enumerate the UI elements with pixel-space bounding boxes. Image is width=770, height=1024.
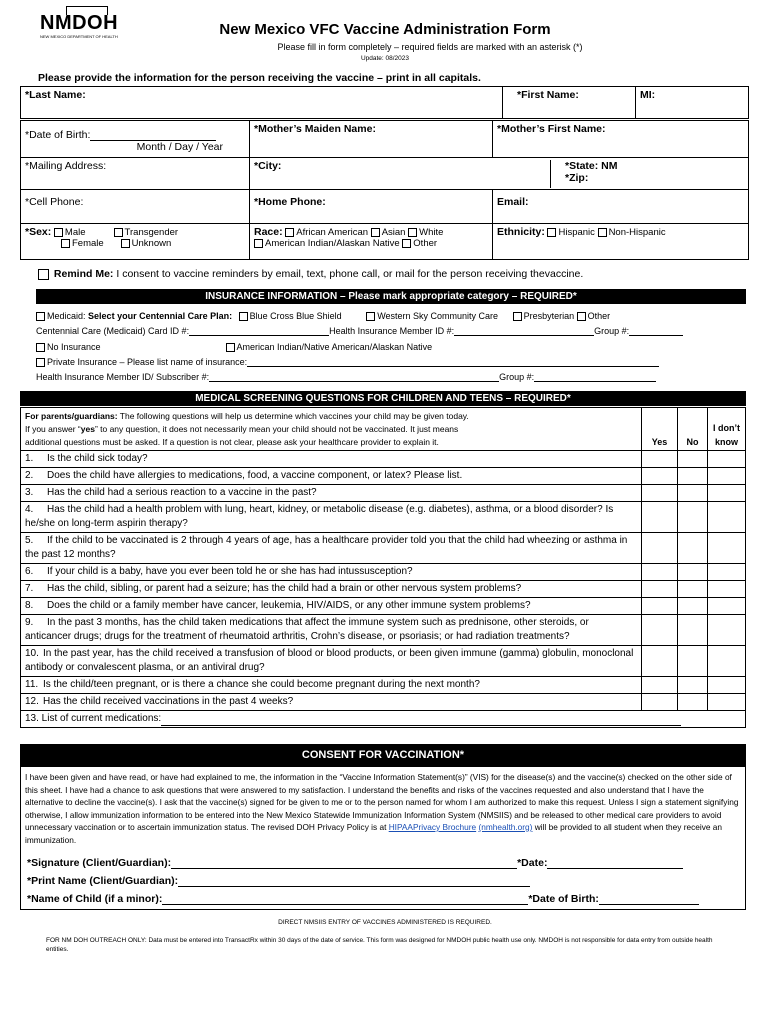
- question-number: 7.: [25, 583, 34, 594]
- sex-field: [21, 224, 250, 260]
- consent-body: I have been given and have read, or have had explained to me, the information in the “Vaccine Information Statement(s)” (VIS) for the disease(s) and the vaccine(s) checked on the other side of this sheet. I have had a chance to ask questions that were answered to my satisfaction. I understand the benefits and risks of the vaccines requested and also understand that I have the alternative to decline the vaccine(s). I ask that the vaccine(s) signed for be given to me or to the person named for whom I am authorized to make this request. Unless I sign a statement signifying otherwise, I allow immunization information to be entered into the New Mexico Statewide Immunization Information System (NMSIIS) and be released to other medical care providers to avoid unnecessary vaccination or to ascertain immunization status. The revised DOH Privacy Policy is at: [25, 772, 739, 832]
- sex-female-label: Female: [72, 238, 104, 249]
- group2-input[interactable]: [534, 381, 656, 382]
- question-number: 9.: [25, 617, 34, 628]
- email-label: Email:: [497, 196, 529, 208]
- consent-body-end: will be provided to all student when they receive an immunization.: [25, 822, 723, 845]
- question-text: In the past 3 months, has the child taken medications that affect the immune system such as prednisone, other steroids, or anticancer drugs; drugs for the treatment of rheumatoid arthritis, Crohn’s disease, or psoriasis; or had radiation treatments?: [25, 617, 589, 642]
- question-text-cell: [21, 485, 642, 502]
- ethnicity-label: Ethnicity:: [497, 226, 545, 238]
- member-id-input[interactable]: [454, 335, 594, 336]
- ethnicity-hispanic-checkbox[interactable]: [547, 228, 556, 237]
- question-number: 6.: [25, 566, 34, 577]
- sex-transgender-checkbox[interactable]: [114, 228, 123, 237]
- mother-maiden-label: *Mother’s Maiden Name:: [254, 123, 376, 135]
- medicaid-label: Medicaid:: [47, 311, 86, 321]
- question-text: Does the child have allergies to medications, food, a vaccine component, or latex? Please list.: [47, 470, 463, 481]
- signature-row: [27, 857, 683, 869]
- private-insurance-checkbox[interactable]: [36, 358, 45, 367]
- question-rows: [21, 451, 746, 711]
- nmhealth-link[interactable]: (nmhealth.org): [478, 822, 533, 832]
- q13-label: 13. List of current medications:: [25, 713, 162, 724]
- state-label: *State: NM: [565, 160, 618, 172]
- question-row: [21, 451, 746, 468]
- state-zip-cell[interactable]: [550, 160, 618, 188]
- question-text: Has the child, sibling, or parent had a seizure; has the child had a brain or other nervous system problems?: [47, 583, 522, 594]
- print-name-label: *Print Name (Client/Guardian):: [27, 875, 179, 887]
- ethnicity-hispanic-label: Hispanic: [558, 227, 595, 238]
- consent-section-header: CONSENT FOR VACCINATION*: [20, 744, 746, 766]
- question-number: 3.: [25, 487, 34, 498]
- answer-idk-cell[interactable]: [707, 694, 745, 711]
- question-text-cell: [21, 502, 642, 533]
- answer-yes-cell[interactable]: [642, 564, 678, 581]
- answer-no-cell[interactable]: [678, 581, 708, 598]
- question-text-cell: [21, 677, 642, 694]
- col-no-header: No: [678, 408, 708, 451]
- medical-intro-yes: yes: [80, 424, 95, 434]
- remind-me-checkbox[interactable]: [38, 269, 49, 280]
- question-text: In the past year, has the child received a transfusion of blood or blood products, or been given immune (gamma) globulin, monoclonal antibody or convalescent plasma, or an antiviral drug?: [25, 648, 634, 673]
- sex-unknown-label: Unknown: [131, 238, 172, 249]
- question-row: [21, 581, 746, 598]
- city-label: *City:: [254, 160, 282, 172]
- col-yes-header: Yes: [642, 408, 678, 451]
- child-name-row: [27, 893, 699, 905]
- answer-yes-cell[interactable]: [642, 581, 678, 598]
- group2-label: Group #:: [499, 372, 535, 382]
- answer-no-cell[interactable]: [678, 533, 708, 564]
- medical-intro-1: The following questions will help us determine which vaccines your child may be given today.: [117, 411, 469, 421]
- medical-intro-2b: ” to any question, it does not necessarily mean your child should not be vaccinated. It just means: [94, 424, 459, 434]
- sex-unknown-checkbox[interactable]: [121, 239, 130, 248]
- medical-questions-table: [20, 407, 746, 728]
- answer-yes-cell[interactable]: [642, 468, 678, 485]
- answer-no-cell[interactable]: [678, 468, 708, 485]
- bcbs-checkbox[interactable]: [239, 312, 248, 321]
- answer-idk-cell[interactable]: [707, 451, 745, 468]
- answer-idk-cell[interactable]: [707, 564, 745, 581]
- question-row: [21, 646, 746, 677]
- medicaid-checkbox[interactable]: [36, 312, 45, 321]
- question-number: 5.: [25, 535, 34, 546]
- native-american-checkbox[interactable]: [226, 343, 235, 352]
- answer-idk-cell[interactable]: [707, 468, 745, 485]
- race-other-checkbox[interactable]: [402, 239, 411, 248]
- child-dob-input[interactable]: [599, 904, 699, 905]
- question-number: 2.: [25, 470, 34, 481]
- question-number: 10.: [25, 648, 39, 659]
- print-name-input[interactable]: [178, 886, 530, 887]
- question-text-cell: [21, 646, 642, 677]
- medical-intro-2a: If you answer “: [25, 424, 81, 434]
- date-input[interactable]: [547, 868, 683, 869]
- medicaid-row: [36, 311, 610, 321]
- answer-idk-cell[interactable]: [707, 598, 745, 615]
- question-number: 1.: [25, 453, 34, 464]
- mailing-address-label: *Mailing Address:: [25, 160, 107, 172]
- question-number: 8.: [25, 600, 34, 611]
- dob-label: *Date of Birth:: [25, 129, 91, 141]
- presbyterian-checkbox[interactable]: [513, 312, 522, 321]
- subscriber-input[interactable]: [209, 381, 499, 382]
- answer-idk-cell[interactable]: [707, 581, 745, 598]
- other-plan-checkbox[interactable]: [577, 312, 586, 321]
- answer-idk-cell[interactable]: [707, 646, 745, 677]
- answer-yes-cell[interactable]: [642, 502, 678, 533]
- form-subtitle: Please fill in form completely – required fields are marked with an asterisk (*): [277, 42, 583, 52]
- signature-input[interactable]: [171, 868, 517, 869]
- answer-idk-cell[interactable]: [707, 502, 745, 533]
- race-white-checkbox[interactable]: [408, 228, 417, 237]
- date-label: *Date:: [517, 857, 548, 869]
- question-text: Is the child sick today?: [47, 453, 148, 464]
- ethnicity-non-hispanic-label: Non-Hispanic: [608, 227, 666, 238]
- question-row: [21, 502, 746, 533]
- answer-yes-cell[interactable]: [642, 646, 678, 677]
- group-label: Group #:: [594, 326, 630, 336]
- group-input[interactable]: [629, 335, 683, 336]
- intro-instruction: Please provide the information for the person receiving the vaccine – print in all capitals.: [38, 72, 481, 84]
- western-sky-label: Western Sky Community Care: [377, 311, 499, 321]
- no-insurance-row: [36, 342, 432, 352]
- question-text-cell: [21, 694, 642, 711]
- answer-idk-cell[interactable]: [707, 485, 745, 502]
- answer-idk-cell[interactable]: [707, 615, 745, 646]
- question-number: 4.: [25, 504, 34, 515]
- question-text: Is the child/teen pregnant, or is there a chance she could become pregnant during the next month?: [43, 679, 480, 690]
- race-asian-label: Asian: [381, 227, 406, 238]
- private-insurance-input[interactable]: [247, 366, 659, 367]
- question-row: [21, 677, 746, 694]
- answer-no-cell[interactable]: [678, 646, 708, 677]
- question-text-cell: [21, 564, 642, 581]
- answer-no-cell[interactable]: [678, 564, 708, 581]
- last-name-label: *Last Name:: [25, 89, 86, 101]
- answer-no-cell[interactable]: [678, 615, 708, 646]
- remind-me-row: [38, 268, 583, 280]
- mi-field[interactable]: [636, 87, 749, 119]
- question-text-cell: [21, 468, 642, 485]
- centennial-plan-label: Select your Centennial Care Plan:: [88, 311, 233, 321]
- medical-intro-bold: For parents/guardians:: [25, 411, 118, 421]
- question-text: If the child to be vaccinated is 2 through 4 years of age, has a healthcare provider told you that the child had wheezing or asthma in the past 12 months?: [25, 535, 628, 560]
- answer-idk-cell[interactable]: [707, 677, 745, 694]
- medical-section-header: MEDICAL SCREENING QUESTIONS FOR CHILDREN AND TEENS – REQUIRED*: [20, 391, 746, 406]
- dob-field[interactable]: [21, 121, 250, 158]
- question-row: [21, 598, 746, 615]
- question-text-cell: [21, 533, 642, 564]
- subscriber-row: [36, 372, 656, 382]
- native-american-label: American Indian/Native American/Alaskan Native: [236, 342, 433, 352]
- question-row: [21, 533, 746, 564]
- answer-no-cell[interactable]: [678, 451, 708, 468]
- presbyterian-label: Presbyterian: [523, 311, 575, 321]
- subscriber-label: Health Insurance Member ID/ Subscriber #:: [36, 372, 210, 382]
- other-plan-label: Other: [587, 311, 611, 321]
- answer-yes-cell[interactable]: [642, 485, 678, 502]
- footer-note: FOR NM DOH OUTREACH ONLY: Data must be entered into TransactRx within 30 days of the date of service. This form was designed for NMDOH public health use only. NMDOH is not responsible for data entry from outside health entities.: [46, 937, 713, 953]
- answer-no-cell[interactable]: [678, 598, 708, 615]
- consent-text: [25, 771, 741, 846]
- mother-first-field[interactable]: [493, 121, 749, 158]
- medical-intro-3: additional questions must be asked. If a question is not clear, please ask your healthcare provider to explain it.: [25, 437, 439, 447]
- answer-yes-cell[interactable]: [642, 451, 678, 468]
- q13-row: [21, 711, 746, 728]
- card-id-label: Centennial Care (Medicaid) Card ID #:: [36, 326, 190, 336]
- sex-label: *Sex:: [25, 226, 52, 238]
- last-name-field[interactable]: [21, 87, 503, 119]
- child-name-input[interactable]: [162, 904, 528, 905]
- email-field[interactable]: [493, 190, 749, 224]
- child-dob-label: *Date of Birth:: [528, 893, 599, 905]
- race-american-indian-checkbox[interactable]: [254, 239, 263, 248]
- race-field: [250, 224, 493, 260]
- answer-no-cell[interactable]: [678, 485, 708, 502]
- private-insurance-row: [36, 357, 659, 367]
- mi-label: MI:: [640, 89, 656, 101]
- race-label: Race:: [254, 226, 283, 238]
- question-text-cell: [21, 581, 642, 598]
- question-number: 11.: [25, 679, 39, 690]
- ethnicity-field: [493, 224, 749, 260]
- question-row: [21, 615, 746, 646]
- logo-subtext: NEW MEXICO DEPARTMENT OF HEALTH: [40, 34, 118, 39]
- hipaa-privacy-link[interactable]: HIPAAPrivacy Brochure: [388, 822, 477, 832]
- answer-no-cell[interactable]: [678, 694, 708, 711]
- race-asian-checkbox[interactable]: [371, 228, 380, 237]
- race-african-american-checkbox[interactable]: [285, 228, 294, 237]
- question-row: [21, 485, 746, 502]
- question-text: Does the child or a family member have cancer, leukemia, HIV/AIDS, or any other immune system problems?: [47, 600, 531, 611]
- sex-male-label: Male: [64, 227, 86, 238]
- question-text-cell: [21, 615, 642, 646]
- bcbs-label: Blue Cross Blue Shield: [249, 311, 342, 321]
- first-name-field[interactable]: [502, 87, 635, 119]
- signature-label: *Signature (Client/Guardian):: [27, 857, 172, 869]
- dob-hint: Month / Day / Year: [136, 141, 223, 153]
- answer-yes-cell[interactable]: [642, 677, 678, 694]
- form-title: New Mexico VFC Vaccine Administration Form: [219, 21, 551, 38]
- city-field[interactable]: [250, 158, 749, 190]
- question-text-cell: [21, 598, 642, 615]
- question-row: [21, 694, 746, 711]
- mailing-address-field[interactable]: [21, 158, 250, 190]
- consent-box: [20, 766, 746, 910]
- question-text: If your child is a baby, have you ever been told he or she has had intussusception?: [47, 566, 413, 577]
- cell-phone-field[interactable]: [21, 190, 250, 224]
- mother-maiden-field[interactable]: [250, 121, 493, 158]
- no-insurance-label: No Insurance: [47, 342, 101, 352]
- remind-me-label: Remind Me:: [53, 268, 114, 280]
- medications-input[interactable]: [161, 725, 681, 726]
- mother-first-label: *Mother’s First Name:: [497, 123, 606, 135]
- race-american-indian-label: American Indian/Alaskan Native: [265, 238, 400, 249]
- child-name-label: *Name of Child (if a minor):: [27, 893, 163, 905]
- question-text-cell: [21, 451, 642, 468]
- answer-yes-cell[interactable]: [642, 598, 678, 615]
- cell-phone-label: *Cell Phone:: [25, 196, 84, 208]
- patient-info-table: [20, 86, 749, 119]
- home-phone-field[interactable]: [250, 190, 493, 224]
- race-white-label: White: [419, 227, 444, 238]
- answer-yes-cell[interactable]: [642, 615, 678, 646]
- western-sky-checkbox[interactable]: [366, 312, 375, 321]
- race-other-label: Other: [413, 238, 438, 249]
- answer-yes-cell[interactable]: [642, 533, 678, 564]
- no-insurance-checkbox[interactable]: [36, 343, 45, 352]
- question-row: [21, 468, 746, 485]
- print-name-row: [27, 875, 530, 887]
- card-id-row: [36, 326, 683, 336]
- answer-no-cell[interactable]: [678, 677, 708, 694]
- footer-required: DIRECT NMSIIS ENTRY OF VACCINES ADMINISTERED IS REQUIRED.: [278, 919, 492, 926]
- home-phone-label: *Home Phone:: [254, 196, 326, 208]
- question-number: 12.: [25, 696, 39, 707]
- card-id-input[interactable]: [189, 335, 329, 336]
- private-insurance-label: Private Insurance – Please list name of insurance:: [47, 357, 248, 367]
- medical-intro: [21, 408, 642, 451]
- question-text: Has the child had a health problem with lung, heart, kidney, or metabolic disease (e.g. diabetes), asthma, or a blood disorder? Is he/she on long-term aspirin therapy?: [25, 504, 614, 529]
- first-name-label: *First Name:: [516, 89, 579, 101]
- answer-no-cell[interactable]: [678, 502, 708, 533]
- zip-label: *Zip:: [565, 172, 589, 184]
- insurance-section-header: INSURANCE INFORMATION – Please mark appropriate category – REQUIRED*: [36, 289, 746, 304]
- remind-me-text: I consent to vaccine reminders by email, text, phone call, or mail for the person receiving thevaccine.: [116, 268, 584, 280]
- question-text: Has the child received vaccinations in the past 4 weeks?: [43, 696, 294, 707]
- patient-info-table-2: [20, 120, 749, 260]
- member-id-label: Health Insurance Member ID #:: [329, 326, 455, 336]
- sex-female-checkbox[interactable]: [61, 239, 70, 248]
- sex-male-checkbox[interactable]: [54, 228, 63, 237]
- answer-yes-cell[interactable]: [642, 694, 678, 711]
- col-idk-header: I don’t know: [707, 408, 745, 451]
- race-african-american-label: African American: [296, 227, 369, 238]
- update-date: Update: 08/2023: [360, 55, 410, 62]
- question-text: Has the child had a serious reaction to a vaccine in the past?: [47, 487, 317, 498]
- question-row: [21, 564, 746, 581]
- ethnicity-non-hispanic-checkbox[interactable]: [598, 228, 607, 237]
- logo-text: NMDOH: [40, 12, 119, 34]
- answer-idk-cell[interactable]: [707, 533, 745, 564]
- sex-transgender-label: Transgender: [124, 227, 179, 238]
